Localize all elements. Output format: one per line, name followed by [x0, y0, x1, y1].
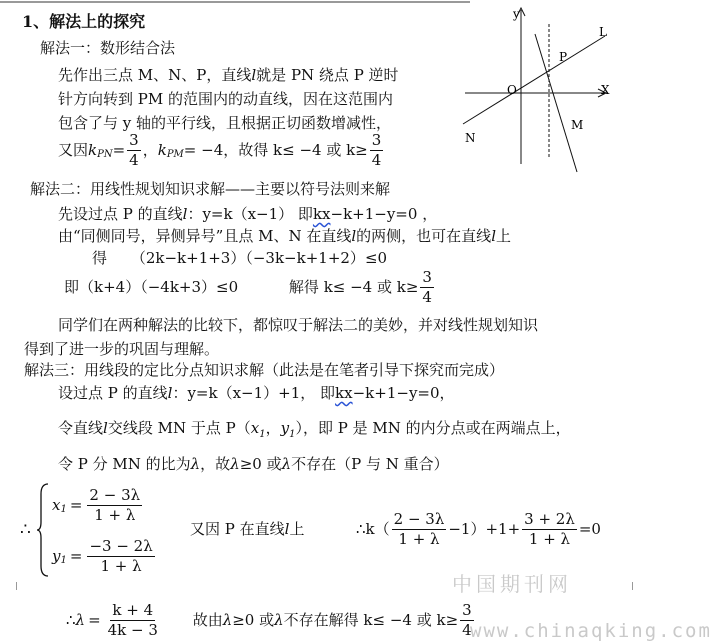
method1-line4: 又因$k_{PN}=$ $\frac{3}{4}$ ，$k_{PM}= -4$，故得 k≤ −4 或 k≥ $\frac{3}{4}$ [58, 131, 382, 169]
var-l: l [284, 520, 290, 538]
system-x1-den: 1 + λ [94, 506, 136, 524]
method2-fraction-num: 3 [422, 268, 432, 286]
method1-line1-tail: 就是 PN 绕点 P 逆时 [256, 66, 399, 84]
graph-label-p: P [559, 50, 568, 64]
graph-label-n: N [465, 131, 476, 145]
system-x1-num: 2 − 3λ [89, 486, 141, 504]
method1-line2: 针方向转到 PM 的范围内的动直线，因在这范围内 [58, 90, 393, 108]
graph-label-m: M [571, 118, 584, 132]
page-corner-mark [8, 582, 17, 590]
final-den-2: 4 [462, 621, 472, 639]
method2-line1-c: −k+1−y=0 ， [330, 205, 438, 223]
method2-line3: 得 （2k−k+1+3）（−3k−k+1+2）≤0 [92, 249, 388, 267]
method3-line2-c: ），即 P 是 MN 的内分点或在两端点上， [295, 419, 571, 437]
method2-line2-b: 的两侧，也可在直线 [356, 227, 492, 245]
method2-line5: 同学们在两种解法的比较下，都惊叹于解法二的美妙，并对线性规划知识 [58, 316, 539, 334]
eq-f1-num: 2 − 3λ [393, 510, 445, 528]
final-therefore: ∴ [66, 611, 76, 629]
method3-line3-b: ，故 [200, 455, 231, 473]
method3-mid-a: 又因 P 在直线 [190, 520, 285, 538]
var-lambda: λ [75, 611, 86, 629]
var-lambda: λ [274, 611, 284, 629]
final-text [193, 611, 458, 629]
line-l [463, 36, 605, 124]
method3-wavy-kx: kx [335, 384, 353, 402]
var-x1: x [250, 419, 260, 437]
var-y1: y [52, 547, 61, 565]
equals: = [88, 611, 101, 629]
eq-fraction-1 [392, 512, 447, 547]
comma: ， [142, 141, 158, 159]
section-title: 1、解法上的探究 [22, 12, 146, 31]
system-y1-den: 1 + λ [100, 557, 142, 575]
var-x1: x [52, 496, 61, 514]
method2-line4-a: 即（k+4）（−4k+3）≤0 [64, 278, 239, 296]
var-l: l [182, 205, 188, 223]
subscript-1: 1 [60, 554, 67, 566]
method3-line1-b: ：y=k（x−1）+1， 即 [172, 384, 336, 402]
fraction-result-den: 4 [371, 151, 382, 169]
eq-prefix: ∴k（ [356, 520, 390, 538]
method3-line3-a: 令 P 分 MN 的比为 [58, 455, 191, 473]
method2-line2 [58, 229, 511, 244]
var-lambda: λ [222, 611, 233, 629]
method2-wavy-kx: kx [312, 205, 331, 223]
method2-line1-a: 先设过点 P 的直线 [58, 205, 183, 223]
k-pn: k [88, 141, 98, 159]
subscript-1: 1 [289, 429, 296, 440]
final-text-b: ≥0 或 [232, 611, 275, 629]
method2-fraction [420, 270, 434, 305]
method3-line1-c: −k+1−y=0， [352, 384, 455, 402]
subscript-pm: PM [166, 148, 184, 160]
coordinate-graph [455, 4, 615, 174]
eq-fraction-2 [522, 512, 577, 547]
page-corner-mark [632, 582, 641, 590]
method3-line2 [58, 419, 571, 440]
method3-line3-c: ≥0 或 [239, 455, 282, 473]
method3-line3 [58, 457, 449, 472]
fraction-pn-den: 4 [129, 151, 139, 169]
method1-line1-text: 先作出三点 M、N、P，直线 [58, 66, 252, 84]
method1-line3: 包含了与 y 轴的平行线，且根据正切函数增减性， [58, 114, 392, 132]
method1-heading: 解法一：数形结合法 [40, 39, 176, 57]
method2-line4 [64, 270, 436, 305]
watermark-url: www.chinaqking.com [470, 620, 712, 642]
system-y1-num: −3 − 2λ [89, 537, 153, 555]
system-x1-fraction [87, 488, 142, 523]
final-text-a: 故由 [192, 611, 223, 629]
var-l: l [167, 384, 173, 402]
subscript-1: 1 [259, 429, 266, 440]
fraction-pn-num: 3 [129, 131, 139, 149]
separator: ， [265, 419, 281, 437]
var-l: l [491, 227, 496, 245]
method3-mid-text [190, 522, 304, 537]
eq-f2-num: 3 + 2λ [524, 510, 575, 528]
system-brace [36, 482, 50, 578]
method2-line1 [58, 207, 437, 222]
method2-line4-b: 解得 k≤ −4 或 k≥ [288, 278, 419, 296]
var-lambda: λ [281, 455, 292, 473]
var-lambda: λ [190, 455, 201, 473]
var-l: l [103, 419, 108, 437]
pm-value: = −4，故得 k≤ −4 或 k≥ [183, 141, 368, 159]
fraction-result-num: 3 [371, 131, 382, 149]
fraction-pn [127, 133, 141, 168]
var-y1: y [280, 419, 290, 437]
system-x1-row [52, 488, 144, 523]
eq-mid: −1）+1+ [448, 520, 521, 538]
var-l: l [351, 227, 357, 245]
method2-heading: 解法二：用线性规划知识求解——主要以符号法则来解 [30, 180, 391, 198]
eq-f2-den: 1 + λ [528, 530, 571, 548]
method3-final [66, 603, 476, 638]
method2-line6: 得到了进一步的巩固与理解。 [24, 340, 220, 358]
method3-mid-b: 上 [289, 520, 305, 538]
graph-label-y: y [513, 7, 520, 21]
final-num: k + 4 [112, 601, 154, 619]
equals: = [69, 547, 83, 565]
method2-line2-a: 由“同侧同号，异侧异号”且点 M、N 在直线 [58, 227, 352, 245]
final-den: 4k − 3 [107, 621, 158, 639]
method1-line4-prefix: 又因 [58, 141, 89, 159]
method2-line1-b: ：y=k（x−1） 即 [187, 205, 313, 223]
graph-label-o: O [507, 83, 517, 97]
var-lambda: λ [230, 455, 240, 473]
fraction-result [370, 133, 384, 168]
final-text-c: 不存在解得 k≤ −4 或 k≥ [283, 611, 459, 629]
watermark-cn: 中国期刊网 [452, 572, 572, 596]
method2-line2-c: 上 [496, 227, 512, 245]
subscript-1: 1 [60, 503, 67, 515]
eq-tail: =0 [578, 520, 601, 538]
subscript-pn: PN [97, 148, 113, 160]
final-num-2: 3 [462, 601, 472, 619]
final-fraction [106, 603, 160, 638]
method3-line1-a: 设过点 P 的直线 [58, 384, 168, 402]
line-pm [535, 34, 577, 172]
graph-label-l: L [599, 25, 607, 39]
method3-line2-a: 令直线 [58, 419, 104, 437]
graph-label-x: X [601, 83, 610, 97]
method3-heading: 解法三：用线段的定比分点知识求解（此法是在笔者引导下探究而完成） [24, 361, 505, 379]
top-rule [0, 0, 470, 6]
method3-equation [356, 512, 601, 547]
k-pm: k [157, 141, 167, 159]
system-y1-row [52, 539, 157, 574]
method3-line1 [58, 386, 455, 401]
method1-line1 [58, 68, 399, 83]
method3-line2-b: 交线段 MN 于点 P（ [107, 419, 251, 437]
equals: = [69, 496, 83, 514]
system-therefore: ∴ [20, 520, 31, 540]
var-l: l [251, 66, 257, 84]
method2-fraction-den: 4 [422, 288, 432, 306]
system-y1-fraction [87, 539, 154, 574]
eq-f1-den: 1 + λ [398, 530, 440, 548]
method3-line3-d: 不存在（P 与 N 重合） [291, 455, 449, 473]
